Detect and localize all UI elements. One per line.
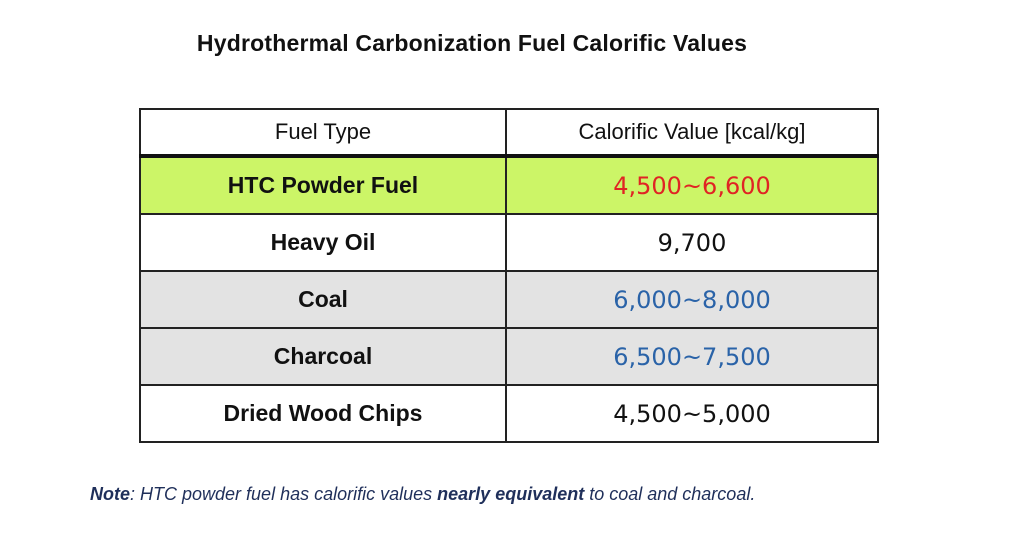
calorific-value-cell: 4,500~5,000	[506, 385, 878, 442]
calorific-value-table	[139, 108, 879, 443]
table-row	[140, 385, 878, 442]
footnote	[90, 484, 755, 505]
calorific-value-cell: 6,000~8,000	[506, 271, 878, 328]
fuel-name-cell: Dried Wood Chips	[140, 385, 506, 442]
table-row	[140, 328, 878, 385]
page-title: Hydrothermal Carbonization Fuel Calorific Values	[196, 30, 748, 56]
note-text: HTC powder fuel has calorific values	[140, 484, 438, 504]
table-row	[140, 156, 878, 214]
note-emphasis-nearly: nearly	[437, 484, 496, 504]
note-emphasis-equivalent: equivalent	[495, 484, 585, 504]
calorific-value-cell: 6,500~7,500	[506, 328, 878, 385]
fuel-name-cell: HTC Powder Fuel	[140, 156, 506, 214]
fuel-name-cell: Heavy Oil	[140, 214, 506, 271]
header-calorific-value: Calorific Value [kcal/kg]	[506, 109, 878, 156]
table-row	[140, 214, 878, 271]
calorific-value-cell: 4,500~6,600	[506, 156, 878, 214]
fuel-name-cell: Charcoal	[140, 328, 506, 385]
table-row	[140, 271, 878, 328]
table-header-row	[140, 109, 878, 156]
note-text-end: to coal and charcoal.	[584, 484, 756, 504]
header-fuel-type: Fuel Type	[140, 109, 506, 156]
fuel-name-cell: Coal	[140, 271, 506, 328]
note-label: Note	[90, 484, 130, 504]
calorific-value-cell: 9,700	[506, 214, 878, 271]
note-separator: :	[130, 484, 141, 504]
